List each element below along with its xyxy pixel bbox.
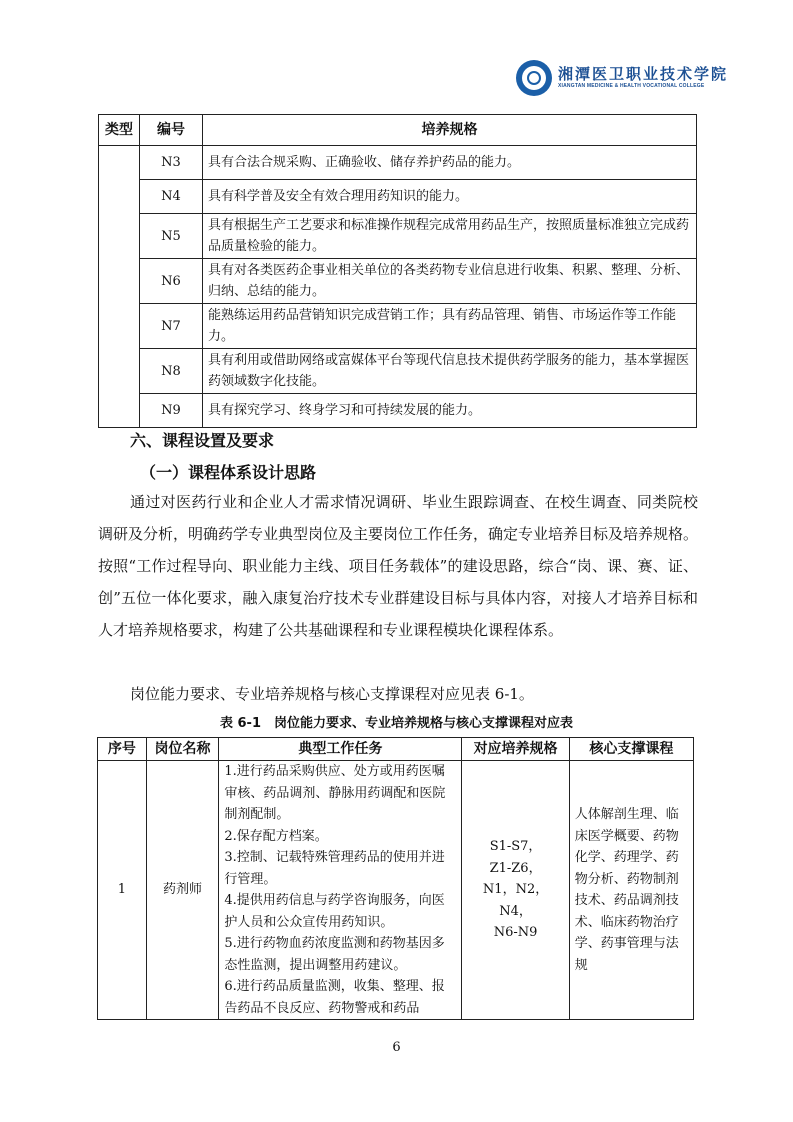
header-type: 类型 [99, 115, 140, 146]
spec-line: Z1-Z6， [489, 860, 542, 876]
spec-text: 能熟练运用药品营销知识完成营销工作；具有药品管理、销售、市场运作等工作能力。 [203, 304, 697, 349]
table-header-row [98, 738, 694, 761]
spec-text: 具有利用或借助网络或富媒体平台等现代信息技术提供药学服务的能力，基本掌握医药领域数字化技能。 [203, 349, 697, 394]
spec-code: N5 [140, 214, 203, 259]
table-reference-paragraph: 岗位能力要求、专业培养规格与核心支撑课程对应见表 6-1。 [130, 685, 534, 703]
spec-text: 具有根据生产工艺要求和标准操作规程完成常用药品生产，按照质量标准独立完成药品质量检验的能力。 [203, 214, 697, 259]
spec-code: N6 [140, 259, 203, 304]
page-number: 6 [392, 1040, 401, 1055]
typical-tasks [219, 761, 462, 1020]
spec-text: 具有探究学习、终身学习和可持续发展的能力。 [203, 394, 697, 428]
header-code: 编号 [140, 115, 203, 146]
spec-mapping [462, 761, 569, 1020]
spec-text: 具有对各类医药企事业相关单位的各类药物专业信息进行收集、积累、整理、分析、归纳、总结的能力。 [203, 259, 697, 304]
type-cell [99, 146, 140, 428]
spec-code: N9 [140, 394, 203, 428]
task-item: 3.控制、记载特殊管理药品的使用并进行管理。 [224, 850, 445, 887]
spec-line: S1-S7， [489, 839, 542, 855]
job-name: 药剂师 [146, 761, 219, 1020]
spec-text: 具有合法合规采购、正确验收、储存养护药品的能力。 [203, 146, 697, 180]
spec-code: N4 [140, 180, 203, 214]
college-logo [516, 60, 728, 96]
body-paragraph: 通过对医药行业和企业人才需求情况调研、毕业生跟踪调查、在校生调查、同类院校调研及分析，明确药学专业典型岗位及主要岗位工作任务，确定专业培养目标及培养规格。按照“工作过程导向、职业能力主线、项目任务载体”的建设思路，综合“岗、课、赛、证、创”五位一体化要求，融入康复治疗技术专业群建设目标与具体内容，对接人才培养目标和人才培养规格要求，构建了公共基础课程和专业课程模块化课程体系。 [98, 493, 699, 639]
task-item: 2.保存配方档案。 [224, 828, 328, 844]
table-row [99, 304, 697, 349]
table-row [99, 180, 697, 214]
table-row [99, 349, 697, 394]
college-name-en: XIANGTAN MEDICINE & HEALTH VOCATIONAL COLLEGE [558, 83, 705, 89]
task-item: 1.进行药品采购供应、处方或用药医嘱审核、药品调剂、静脉用药调配和医院制剂配制。 [224, 764, 446, 822]
table-row [99, 259, 697, 304]
header-courses: 核心支撑课程 [569, 738, 693, 761]
college-emblem-icon [516, 60, 552, 96]
header-job-name: 岗位名称 [146, 738, 219, 761]
core-courses: 人体解剖生理、临床医学概要、药物化学、药理学、药物分析、药物制剂技术、药品调剂技术、临床药物治疗学、药事管理与法规 [569, 761, 693, 1020]
table-row [99, 146, 697, 180]
task-item: 6.进行药品质量监测，收集、整理、报告药品不良反应、药物警戒和药品 [224, 979, 445, 1016]
spec-code: N8 [140, 349, 203, 394]
table-header-row [99, 115, 697, 146]
training-spec-table [98, 114, 697, 428]
header-spec: 对应培养规格 [462, 738, 569, 761]
row-no: 1 [98, 761, 147, 1020]
task-item: 4.提供用药信息与药学咨询服务，向医护人员和公众宣传用药知识。 [224, 893, 445, 930]
table-row [99, 214, 697, 259]
table-caption: 表 6-1 岗位能力要求、专业培养规格与核心支撑课程对应表 [219, 716, 573, 731]
table-row [99, 394, 697, 428]
header-no: 序号 [98, 738, 147, 761]
spec-text: 具有科学普及安全有效合理用药知识的能力。 [203, 180, 697, 214]
spec-line: N6-N9 [493, 925, 538, 941]
college-name-cn: 湘潭医卫职业技术学院 [558, 65, 729, 83]
header-tasks: 典型工作任务 [219, 738, 462, 761]
table-row [98, 761, 694, 1020]
section-heading: 六、课程设置及要求 [130, 431, 275, 450]
spec-code: N3 [140, 146, 203, 180]
task-item: 5.进行药物血药浓度监测和药物基因多态性监测，提出调整用药建议。 [224, 936, 445, 973]
section-subheading: （一）课程体系设计思路 [140, 463, 317, 482]
spec-code: N7 [140, 304, 203, 349]
spec-line: N1，N2，N4， [482, 882, 549, 919]
job-competency-table [97, 737, 694, 1020]
header-spec: 培养规格 [203, 115, 697, 146]
